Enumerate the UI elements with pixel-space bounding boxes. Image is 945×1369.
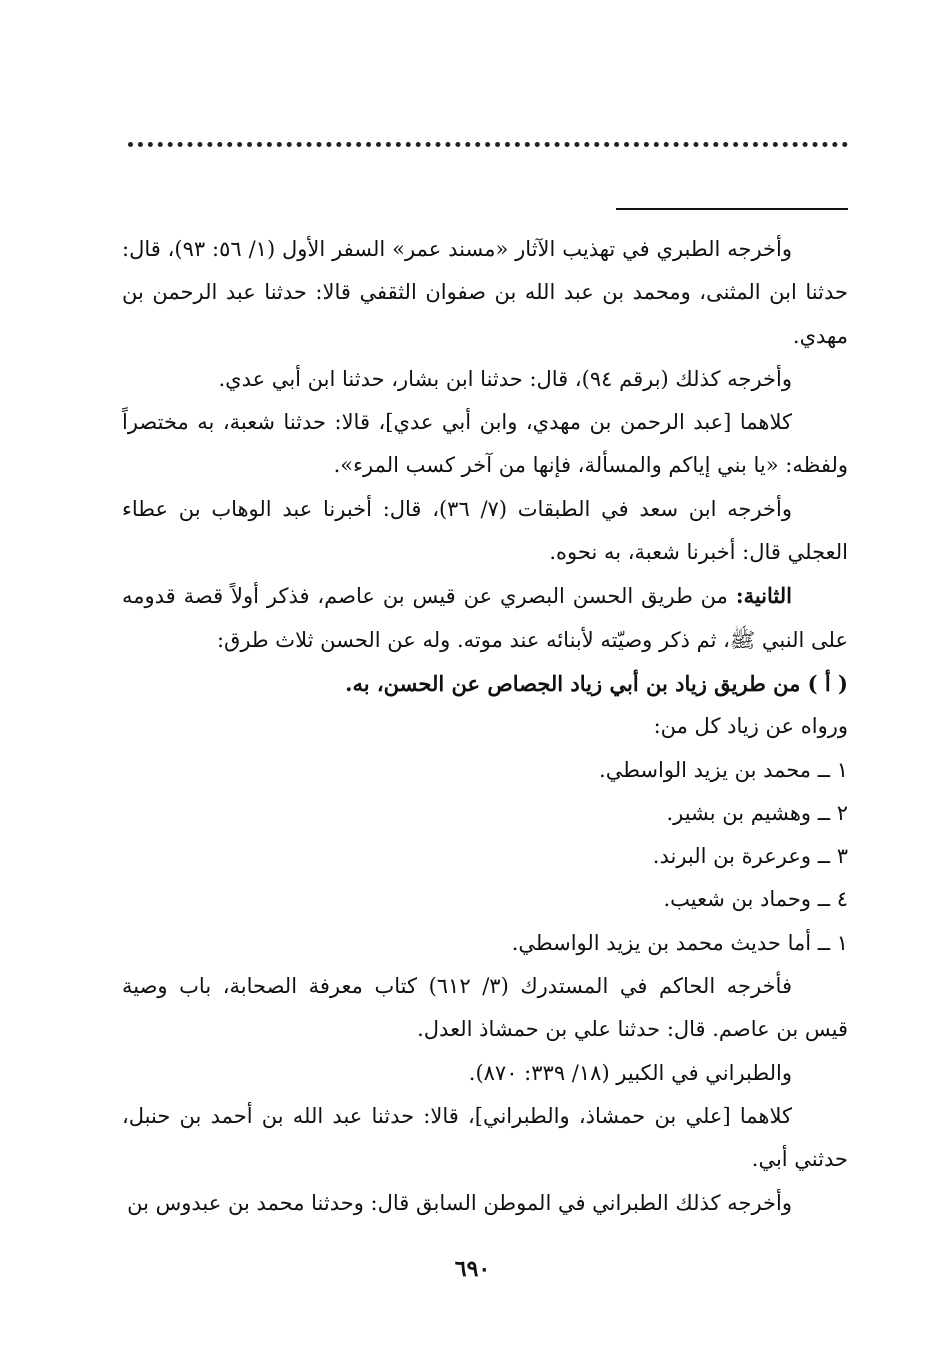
paragraph-tabarani-kabir: والطبراني في الكبير (١٨/ ٣٣٩: ٨٧٠).	[468, 1060, 792, 1085]
paragraph-tabarani-abdus: وأخرجه كذلك الطبراني في الموطن السابق قال: وحدثنا محمد بن عبدوس بن	[127, 1190, 792, 1215]
paragraph-both-shuba: كلاهما [عبد الرحمن بن مهدي، وابن أبي عدي]، قالا: حدثنا شعبة، به مختصراً ولفظه: «يا بني إياكم والمسألة، فإنها من آخر كسب المرء».	[122, 410, 848, 478]
page-number: ٦٩٠	[454, 1256, 491, 1282]
narrator-item: ١ ــ محمد بن يزيد الواسطي.	[599, 757, 848, 782]
second-way-label: الثانية:	[735, 583, 792, 609]
paragraph-both-abdullah: كلاهما [علي بن حمشاذ، والطبراني]، قالا: حدثنا عبد الله بن أحمد بن حنبل، حدثني أبي.	[122, 1103, 848, 1172]
narrator-item: ٢ ــ وهشيم بن بشير.	[666, 800, 848, 825]
paragraph-tabari-94: وأخرجه كذلك (برقم ٩٤)، قال: حدثنا ابن بشار، حدثنا ابن أبي عدي.	[218, 366, 792, 391]
body-text	[122, 228, 848, 1225]
dotted-separator	[128, 142, 848, 147]
route-a: ( أ ) من طريق زياد بن أبي زياد الجصاص عن الحسن، به.	[345, 670, 848, 696]
narrator-item: ٣ ــ وعرعرة بن البرند.	[652, 844, 848, 869]
paragraph-second-way	[122, 574, 848, 662]
narrators-intro: ورواه عن زياد كل من:	[653, 714, 848, 739]
paragraph-ibn-saad: وأخرجه ابن سعد في الطبقات (٧/ ٣٦)، قال: أخبرنا عبد الوهاب بن عطاء العجلي قال: أخبرنا شعبة، به نحوه.	[122, 496, 848, 565]
footnote-rule	[616, 208, 848, 210]
second-way-text: من طريق الحسن البصري عن قيس بن عاصم، فذكر أولاً قصة قدومه على النبي ﷺ، ثم ذكر وصيّته لأبنائه عند موته. وله عن الحسن ثلاث طرق:	[122, 584, 848, 652]
narrator-item: ٤ ــ وحماد بن شعيب.	[663, 887, 848, 912]
first-narrator-heading: ١ ــ أما حديث محمد بن يزيد الواسطي.	[511, 930, 848, 955]
paragraph-hakim: فأخرجه الحاكم في المستدرك (٣/ ٦١٢) كتاب معرفة الصحابة، باب وصية قيس بن عاصم. قال: حدثنا علي بن حمشاذ العدل.	[122, 974, 848, 1042]
paragraph-tabari: وأخرجه الطبري في تهذيب الآثار «مسند عمر» السفر الأول (١/ ٥٦: ٩٣)، قال: حدثنا ابن المثنى، ومحمد بن عبد الله بن صفوان الثقفي قالا: حدثنا عبد الرحمن بن مهدي.	[122, 237, 848, 348]
